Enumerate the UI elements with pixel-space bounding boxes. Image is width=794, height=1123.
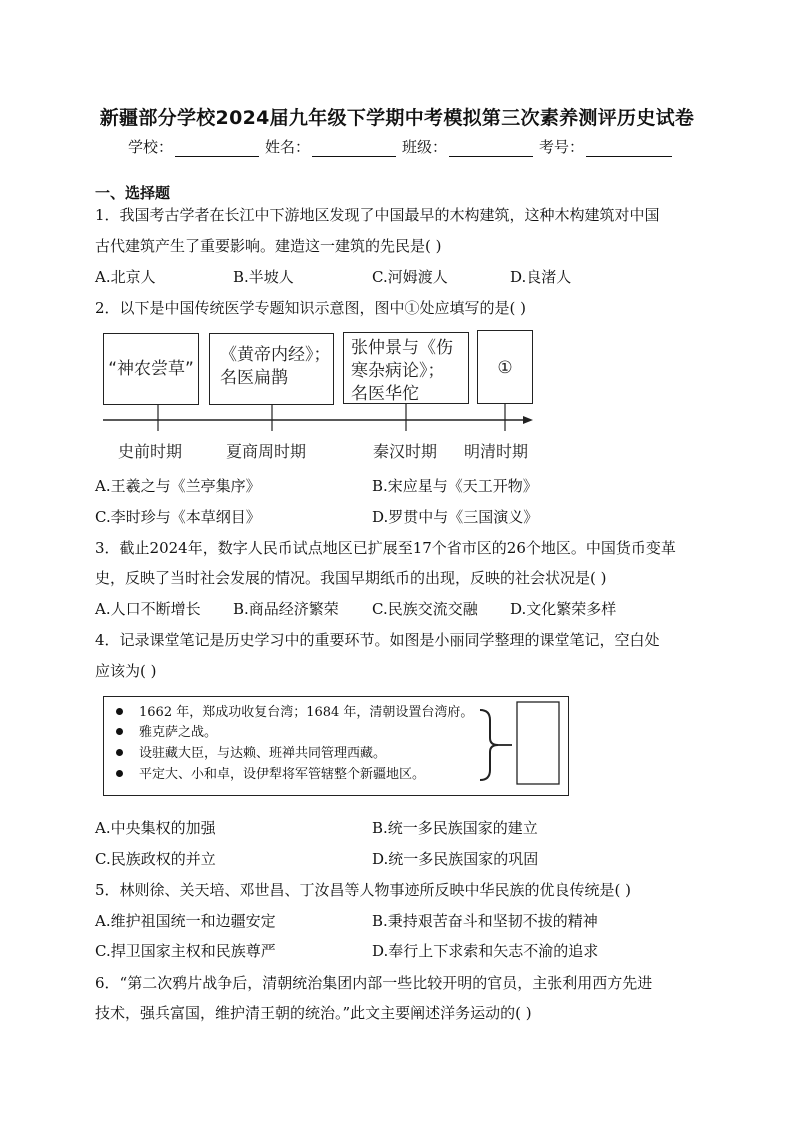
- q3-option-a[interactable]: A.人口不断增长: [95, 600, 201, 618]
- note-text: 平定大、小和卓，设伊犁将军管辖整个新疆地区。: [139, 767, 426, 782]
- note-item: [116, 725, 217, 741]
- q4-stem-line2: 应该为( ): [95, 662, 157, 680]
- q1-option-a[interactable]: A.北京人: [95, 268, 156, 286]
- period-label-xiashangzhou: 夏商周时期: [226, 442, 307, 461]
- q1-option-d[interactable]: D.良渚人: [510, 268, 572, 286]
- class-label: 班级：: [402, 138, 448, 156]
- diagram-box-mingqing: [477, 330, 533, 404]
- q3-stem-line1: 3．截止2024年，数字人民币试点地区已扩展至17个省市区的26个地区。中国货币变革: [95, 539, 676, 557]
- school-blank[interactable]: [175, 141, 259, 157]
- q5-option-a[interactable]: A.维护祖国统一和边疆安定: [95, 912, 276, 930]
- bullet-icon: [116, 708, 123, 715]
- q1-stem-line2: 古代建筑产生了重要影响。建造这一建筑的先民是( ): [95, 237, 442, 255]
- note-text: 1662 年，郑成功收复台湾；1684 年，清朝设置台湾府。: [139, 705, 474, 720]
- note-text: 设驻藏大臣，与达赖、班禅共同管理西藏。: [139, 746, 387, 761]
- diagram-box-qinhan-line2: 寒杂病论》；: [351, 361, 445, 381]
- q3-stem-line2: 史，反映了当时社会发展的情况。我国早期纸币的出现，反映的社会状况是( ): [95, 569, 607, 587]
- period-label-mingqing: 明清时期: [464, 442, 529, 461]
- bullet-icon: [116, 749, 123, 756]
- q5-stem-line1: 5．林则徐、关天培、邓世昌、丁汝昌等人物事迹所反映中华民族的优良传统是( ): [95, 881, 632, 899]
- q4-option-d[interactable]: D.统一多民族国家的巩固: [372, 850, 539, 868]
- q2-option-c[interactable]: C.李时珍与《本草纲目》: [95, 508, 261, 526]
- q5-option-c[interactable]: C.捍卫国家主权和民族尊严: [95, 942, 276, 960]
- q5-option-d[interactable]: D.奉行上下求索和矢志不渝的追求: [372, 942, 599, 960]
- diagram-box-prehistoric: [103, 333, 199, 405]
- q2-stem-line1: 2．以下是中国传统医学专题知识示意图，图中①处应填写的是( ): [95, 299, 527, 317]
- q5-option-b[interactable]: B.秉持艰苦奋斗和坚韧不拔的精神: [372, 912, 598, 930]
- q6-stem-line2: 技术，强兵富国，维护清王朝的统治。”此文主要阐述洋务运动的( ): [95, 1004, 532, 1022]
- q2-option-d[interactable]: D.罗贯中与《三国演义》: [372, 508, 539, 526]
- q3-option-c[interactable]: C.民族交流交融: [372, 600, 478, 618]
- note-item: [116, 767, 425, 783]
- q4-option-b[interactable]: B.统一多民族国家的建立: [372, 819, 538, 837]
- number-label: 考号：: [539, 138, 585, 156]
- class-blank[interactable]: [449, 141, 533, 157]
- student-info-line: [128, 136, 678, 157]
- period-label-qinhan: 秦汉时期: [373, 442, 438, 461]
- class-notes-box: [103, 696, 569, 796]
- bullet-icon: [116, 728, 123, 735]
- section-heading: 一、选择题: [95, 184, 171, 202]
- q4-option-a[interactable]: A.中央集权的加强: [95, 819, 216, 837]
- q2-option-a[interactable]: A.王羲之与《兰亭集序》: [95, 477, 261, 495]
- q3-option-b[interactable]: B.商品经济繁荣: [233, 600, 339, 618]
- q4-option-c[interactable]: C.民族政权的并立: [95, 850, 216, 868]
- diagram-box-xiashangzhou-line2: 名医扁鹊: [220, 368, 288, 388]
- diagram-box-xiashangzhou-line1: 《黄帝内经》；: [220, 345, 331, 365]
- note-item: [116, 705, 473, 721]
- diagram-box-qinhan-line3: 名医华佗: [351, 384, 419, 404]
- exam-title: 新疆部分学校2024届九年级下学期中考模拟第三次素养测评历史试卷: [99, 107, 695, 129]
- name-label: 姓名：: [265, 138, 311, 156]
- diagram-box-qinhan: [343, 332, 469, 404]
- q6-stem-line1: 6．“第二次鸦片战争后，清朝统治集团内部一些比较开明的官员，主张利用西方先进: [95, 974, 653, 992]
- q3-option-d[interactable]: D.文化繁荣多样: [510, 600, 617, 618]
- note-text: 雅克萨之战。: [139, 725, 218, 740]
- diagram-box-mingqing-text: ①: [497, 358, 513, 378]
- q1-option-c[interactable]: C.河姆渡人: [372, 268, 448, 286]
- q1-option-b[interactable]: B.半坡人: [233, 268, 294, 286]
- note-item: [116, 746, 386, 762]
- name-blank[interactable]: [312, 141, 396, 157]
- bullet-icon: [116, 770, 123, 777]
- number-blank[interactable]: [586, 141, 672, 157]
- school-label: 学校：: [128, 138, 174, 156]
- diagram-box-qinhan-line1: 张仲景与《伤: [351, 338, 453, 358]
- diagram-box-xiashangzhou: [209, 333, 334, 405]
- q1-stem-line1: 1．我国考古学者在长江中下游地区发现了中国最早的木构建筑，这种木构建筑对中国: [95, 206, 660, 224]
- period-label-prehistoric: 史前时期: [118, 442, 183, 461]
- q4-stem-line1: 4．记录课堂笔记是历史学习中的重要环节。如图是小丽同学整理的课堂笔记，空白处: [95, 631, 660, 649]
- q2-option-b[interactable]: B.宋应星与《天工开物》: [372, 477, 538, 495]
- diagram-box-prehistoric-text: “神农尝草”: [108, 359, 194, 379]
